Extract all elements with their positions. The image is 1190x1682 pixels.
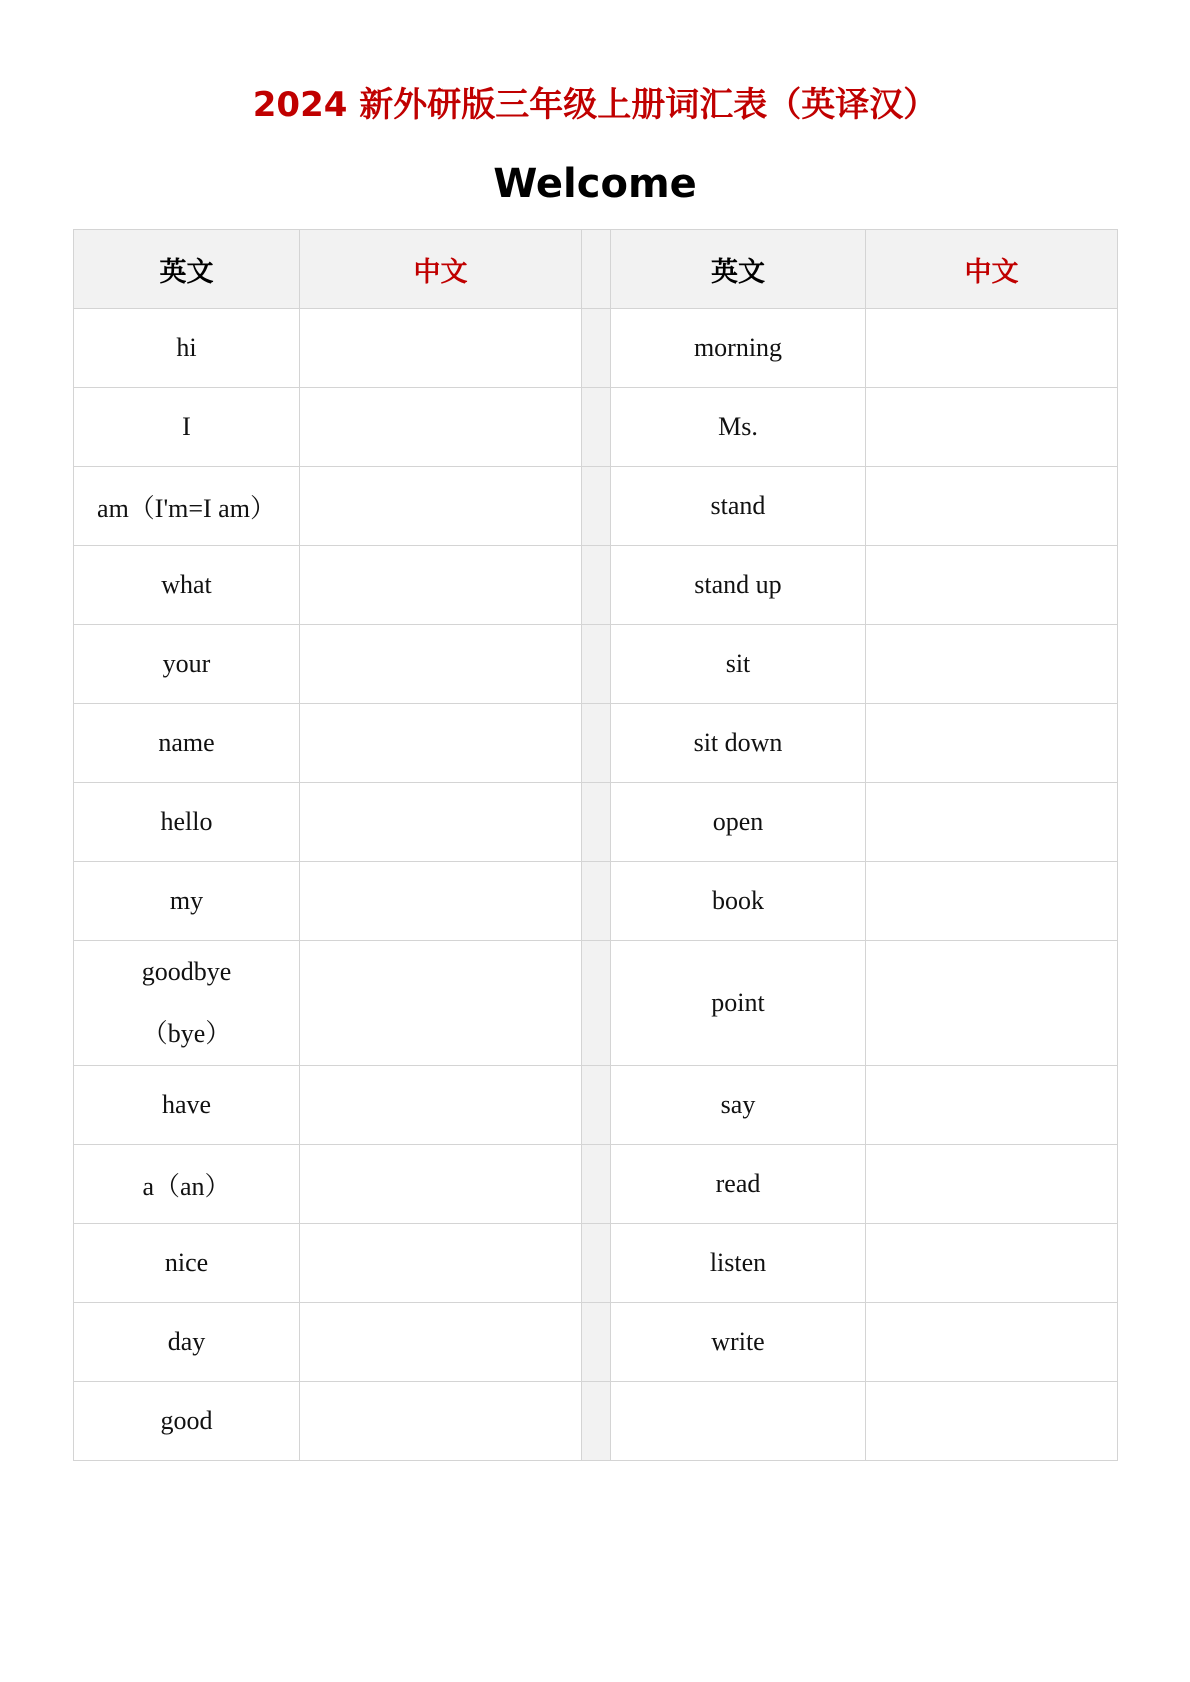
- left-english-header: 英文: [74, 230, 300, 309]
- document-title: 2024 新外研版三年级上册词汇表（英译汉）: [252, 85, 938, 125]
- right-english-header: 英文: [611, 230, 866, 309]
- right-chinese-answer-cell[interactable]: [866, 704, 1118, 783]
- left-english-word: I: [74, 388, 300, 467]
- left-chinese-answer-cell[interactable]: [300, 704, 582, 783]
- left-english-word: name: [74, 704, 300, 783]
- right-english-word: say: [611, 1066, 866, 1145]
- column-gap: [582, 546, 611, 625]
- right-chinese-answer-cell[interactable]: [866, 309, 1118, 388]
- right-english-word: sit down: [611, 704, 866, 783]
- left-english-word: good: [74, 1382, 300, 1461]
- right-english-word: stand: [611, 467, 866, 546]
- table-row: [74, 388, 1118, 467]
- right-chinese-answer-cell[interactable]: [866, 388, 1118, 467]
- right-english-word: stand up: [611, 546, 866, 625]
- left-english-word: what: [74, 546, 300, 625]
- column-gap: [582, 467, 611, 546]
- column-gap: [582, 1224, 611, 1303]
- left-english-word: [74, 941, 300, 1066]
- right-chinese-answer-cell[interactable]: [866, 1145, 1118, 1224]
- column-gap: [582, 388, 611, 467]
- left-english-word: a（an）: [74, 1145, 300, 1224]
- column-gap: [582, 1066, 611, 1145]
- left-english-word: am（I'm=I am）: [74, 467, 300, 546]
- left-chinese-answer-cell[interactable]: [300, 467, 582, 546]
- column-gap: [582, 230, 611, 309]
- table-row: [74, 467, 1118, 546]
- left-english-word: your: [74, 625, 300, 704]
- left-english-word: day: [74, 1303, 300, 1382]
- right-english-word: Ms.: [611, 388, 866, 467]
- left-chinese-answer-cell[interactable]: [300, 941, 582, 1066]
- table-row: [74, 862, 1118, 941]
- right-english-word: [611, 1382, 866, 1461]
- left-chinese-answer-cell[interactable]: [300, 1382, 582, 1461]
- left-chinese-answer-cell[interactable]: [300, 862, 582, 941]
- right-english-word: listen: [611, 1224, 866, 1303]
- left-chinese-answer-cell[interactable]: [300, 1066, 582, 1145]
- left-chinese-answer-cell[interactable]: [300, 1224, 582, 1303]
- table-row: [74, 1066, 1118, 1145]
- right-english-word: sit: [611, 625, 866, 704]
- column-gap: [582, 1382, 611, 1461]
- table-row: [74, 625, 1118, 704]
- left-chinese-answer-cell[interactable]: [300, 783, 582, 862]
- right-english-word: book: [611, 862, 866, 941]
- right-chinese-answer-cell[interactable]: [866, 783, 1118, 862]
- right-chinese-answer-cell[interactable]: [866, 1066, 1118, 1145]
- column-gap: [582, 862, 611, 941]
- right-chinese-answer-cell[interactable]: [866, 546, 1118, 625]
- right-chinese-answer-cell[interactable]: [866, 941, 1118, 1066]
- table-row: [74, 1303, 1118, 1382]
- column-gap: [582, 783, 611, 862]
- table-row: [74, 1224, 1118, 1303]
- column-gap: [582, 309, 611, 388]
- right-english-word: open: [611, 783, 866, 862]
- left-english-word: have: [74, 1066, 300, 1145]
- table-row: [74, 704, 1118, 783]
- column-gap: [582, 1303, 611, 1382]
- right-chinese-answer-cell[interactable]: [866, 862, 1118, 941]
- right-chinese-answer-cell[interactable]: [866, 467, 1118, 546]
- left-chinese-answer-cell[interactable]: [300, 1303, 582, 1382]
- left-chinese-answer-cell[interactable]: [300, 1145, 582, 1224]
- left-english-word: nice: [74, 1224, 300, 1303]
- table-row: [74, 309, 1118, 388]
- left-chinese-header: 中文: [300, 230, 582, 309]
- left-english-word: hi: [74, 309, 300, 388]
- left-chinese-answer-cell[interactable]: [300, 388, 582, 467]
- column-gap: [582, 941, 611, 1066]
- table-row: [74, 546, 1118, 625]
- left-chinese-answer-cell[interactable]: [300, 546, 582, 625]
- word-line: goodbye: [141, 957, 232, 986]
- left-english-word: hello: [74, 783, 300, 862]
- vocabulary-table: [73, 229, 1118, 1461]
- right-english-word: read: [611, 1145, 866, 1224]
- word-line: （bye）: [141, 1019, 232, 1048]
- table-row: [74, 941, 1118, 1066]
- table-row: [74, 783, 1118, 862]
- table-row: [74, 1145, 1118, 1224]
- right-english-word: morning: [611, 309, 866, 388]
- right-chinese-answer-cell[interactable]: [866, 1303, 1118, 1382]
- right-chinese-answer-cell[interactable]: [866, 1382, 1118, 1461]
- table-header-row: [74, 230, 1118, 309]
- table-row: [74, 1382, 1118, 1461]
- right-chinese-header: 中文: [866, 230, 1118, 309]
- left-chinese-answer-cell[interactable]: [300, 309, 582, 388]
- left-chinese-answer-cell[interactable]: [300, 625, 582, 704]
- left-english-word: my: [74, 862, 300, 941]
- right-chinese-answer-cell[interactable]: [866, 1224, 1118, 1303]
- column-gap: [582, 1145, 611, 1224]
- column-gap: [582, 625, 611, 704]
- section-title: Welcome: [493, 161, 697, 207]
- column-gap: [582, 704, 611, 783]
- right-chinese-answer-cell[interactable]: [866, 625, 1118, 704]
- right-english-word: point: [611, 941, 866, 1066]
- right-english-word: write: [611, 1303, 866, 1382]
